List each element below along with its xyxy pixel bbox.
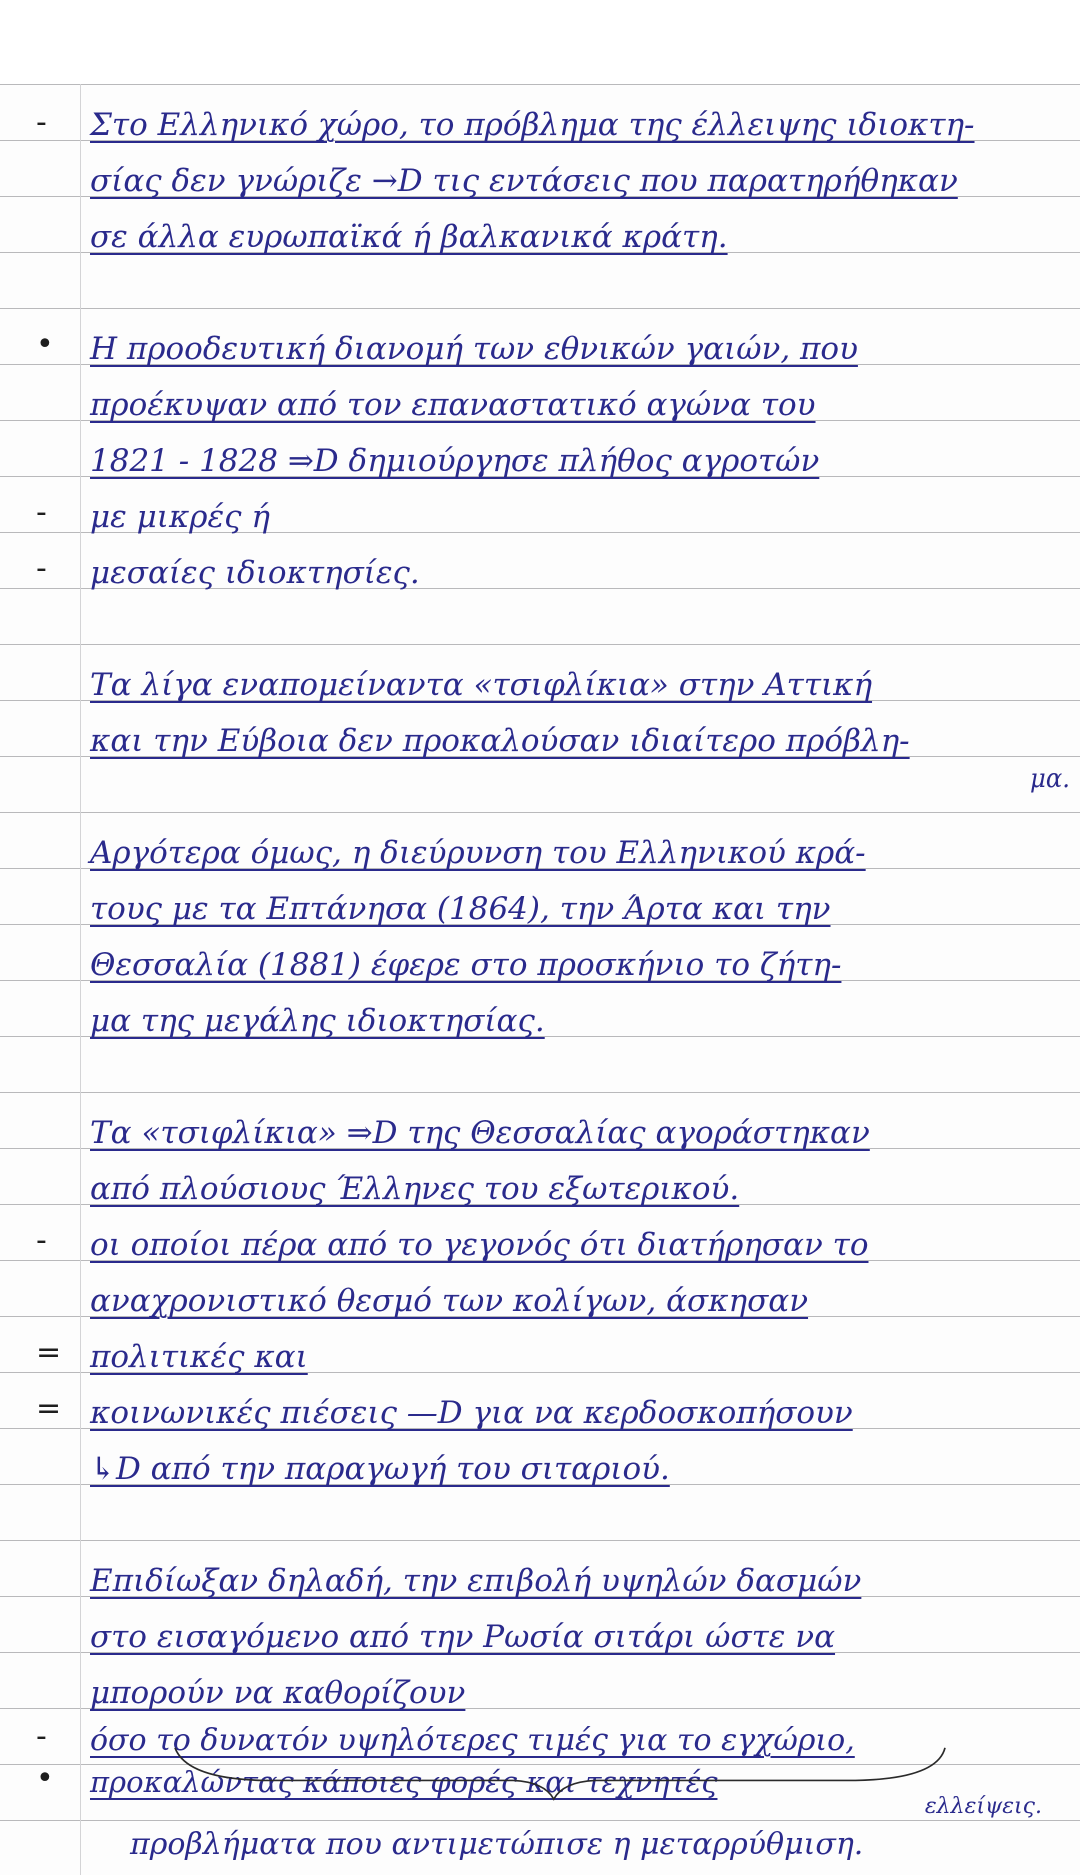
note-line [0,1822,1080,1875]
note-text: ↳D από την παραγωγή του σιταριού. [90,1451,670,1487]
curly-brace-icon [60,1740,1060,1810]
note-text: Τα λίγα εναπομείναντα «τσιφλίκια» στην Αττική [90,667,873,703]
note-text: ελλείψεις. [924,1794,1042,1819]
note-line [0,760,1080,814]
note-text: αναχρονιστικό θεσμό των κολίγων, άσκησαν [90,1283,809,1319]
line-marker: - [36,1223,47,1258]
note-line [0,440,1080,494]
note-line [0,1336,1080,1390]
note-line [0,1560,1080,1614]
note-line [0,552,1080,606]
ruled-line [0,84,1080,85]
line-marker: • [36,327,54,362]
ruled-line [0,1092,1080,1093]
line-marker: - [36,1719,47,1754]
note-text: προκαλώντας κάποιες φορές και τεχνητές [90,1765,718,1799]
note-line [0,664,1080,718]
note-text: κοινωνικές πιέσεις —D για να κερδοσκοπήσουν [90,1395,853,1431]
line-marker: - [36,551,47,586]
note-line [0,1448,1080,1502]
note-text: μπορούν να καθορίζουν [90,1675,466,1711]
note-line [0,1112,1080,1166]
note-line [0,1616,1080,1670]
page-top-margin [0,0,1080,84]
note-line [0,104,1080,158]
note-text: μα. [1030,764,1070,794]
note-text: Επιδίωξαν δηλαδή, την επιβολή υψηλών δασμών [90,1563,862,1599]
note-line [0,888,1080,942]
note-text: σε άλλα ευρωπαϊκά ή βαλκανικά κράτη. [90,219,728,255]
note-line [0,496,1080,550]
note-text: Τα «τσιφλίκια» ⇒D της Θεσσαλίας αγοράστηκαν [90,1115,870,1151]
note-line [0,1280,1080,1334]
note-text: μα της μεγάλης ιδιοκτησίας. [90,1003,545,1039]
note-text: πολιτικές και [90,1339,308,1375]
note-text: από πλούσιους Έλληνες του εξωτερικού. [90,1171,740,1207]
note-text: προβλήματα που αντιμετώπισε η μεταρρύθμιση. [130,1827,864,1862]
note-text: Θεσσαλία (1881) έφερε στο προσκήνιο το ζήτη- [90,947,842,983]
note-text: μεσαίες ιδιοκτησίες. [90,555,420,591]
note-line [0,944,1080,998]
note-text: προέκυψαν από τον επαναστατικό αγώνα του [90,387,816,423]
note-text: Αργότερα όμως, η διεύρυνση του Ελληνικού κρά- [90,835,866,871]
note-line [0,1000,1080,1054]
note-line [0,1392,1080,1446]
line-marker: • [36,1761,54,1796]
note-text: σίας δεν γνώριζε →D τις εντάσεις που παρατηρήθηκαν [90,163,958,199]
note-text: με μικρές ή [90,499,270,535]
note-text: και την Εύβοια δεν προκαλούσαν ιδιαίτερο πρόβλη- [90,723,910,759]
line-marker: - [36,105,47,140]
line-marker: - [36,495,47,530]
note-text: τους με τα Επτάνησα (1864), την Άρτα και την [90,891,831,927]
note-line [0,1224,1080,1278]
line-marker: = [36,1335,62,1370]
note-text: οι οποίοι πέρα από το γεγονός ότι διατήρησαν το [90,1227,869,1263]
note-line [0,1168,1080,1222]
note-text: στο εισαγόμενο από την Ρωσία σιτάρι ώστε να [90,1619,836,1655]
note-text: 1821 - 1828 ⇒D δημιούργησε πλήθος αγροτών [90,443,820,479]
note-line [0,160,1080,214]
note-line [0,384,1080,438]
note-text: όσο το δυνατόν υψηλότερες τιμές για το εγχώριο, [90,1723,855,1758]
note-line [0,832,1080,886]
ruled-line [0,308,1080,309]
note-line [0,216,1080,270]
ruled-line [0,1540,1080,1541]
ruled-line [0,644,1080,645]
line-marker: = [36,1391,62,1426]
note-text: Η προοδευτική διανομή των εθνικών γαιών, που [90,331,858,367]
note-line [0,328,1080,382]
note-text: Στο Ελληνικό χώρο, το πρόβλημα της έλλειψης ιδιοκτη- [90,107,975,143]
note-line [0,1672,1080,1726]
